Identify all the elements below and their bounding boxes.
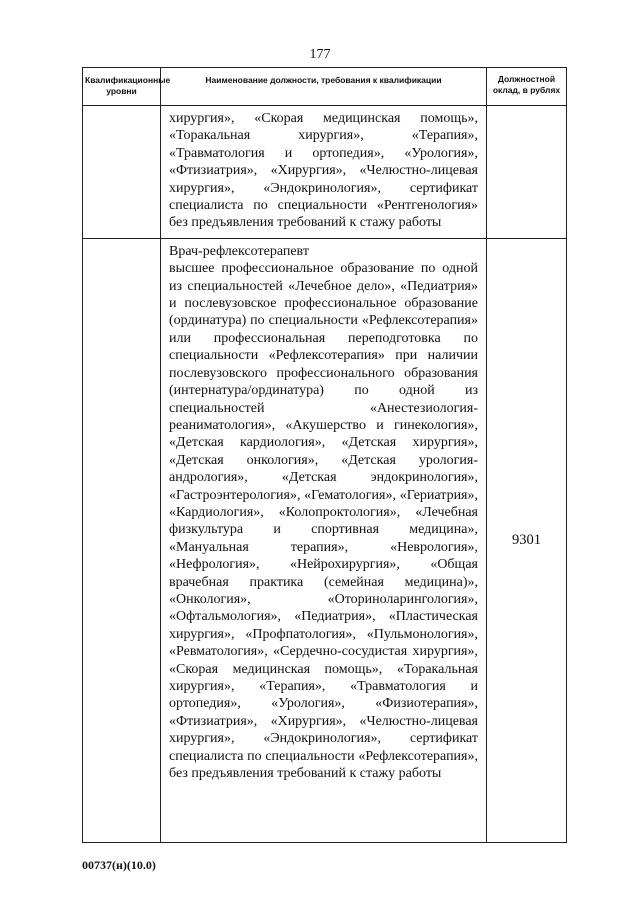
position-title: Врач-рефлексотерапевт — [169, 243, 309, 259]
header-position-requirements: Наименование должности, требования к квалификации — [161, 68, 487, 106]
description-text: хирургия», «Скорая медицинская помощь», «Торакальная хирургия», «Терапия», «Травматология и ортопедия», «Урология», «Фтизиатрия», «Хирургия», «Челюстно-лицевая хирургия», «Эндокринология», сертификат специалиста по специальности «Рентгенология» без предъявления требований к стажу работы — [169, 111, 478, 231]
description-block — [161, 239, 486, 789]
header-qualification-levels: Квалификационные уровни — [83, 68, 161, 106]
table-row — [83, 238, 567, 842]
cell-description — [161, 106, 487, 239]
cell-salary — [487, 106, 567, 239]
salary-value: 9301 — [487, 238, 567, 842]
cell-level — [83, 238, 161, 842]
page-number: 177 — [309, 47, 331, 62]
header-salary: Должностной оклад, в рублях — [487, 68, 567, 106]
document-code: 00737(н)(10.0) — [82, 858, 156, 872]
qualification-table — [82, 67, 567, 843]
cell-level — [83, 106, 161, 239]
table-row — [83, 106, 567, 239]
cell-description — [161, 238, 487, 842]
table-header-row — [83, 68, 567, 106]
description-text: высшее профессиональное образование по одной из специальностей «Лечебное дело», «Педиатрия» и послевузовское профессиональное образование (ординатура) по специальности «Рефлексотерапия» или профессиональная переподготовка по специальности «Рефлексотерапия» при наличии послевузовского профессионального образования (интернатура/ординатура) по одной из специальностей «Анестезиология-реаниматология», «Акушерство и гинекология», «Детская кардиология», «Детская хирургия», «Детская онкология», «Детская урология-андрология», «Детская эндокринология», «Гастроэнтерология», «Гематология», «Гериатрия», «Кардиология», «Колопроктология», «Лечебная физкультура и спортивная медицина», «Мануальная терапия», «Неврология», «Нефрология», «Нейрохирургия», «Общая врачебная практика (семейная медицина)», «Онкология», «Оториноларингология», «Офтальмология», «Педиатрия», «Пластическая хирургия», «Профпатология», «Пульмонология», «Ревматология», «Сердечно-сосудистая хирургия», «Скорая медицинская помощь», «Торакальная хирургия», «Терапия», «Травматология и ортопедия», «Урология», «Физиотерапия», «Фтизиатрия», «Хирургия», «Челюстно-лицевая хирургия», «Эндокринология», сертификат специалиста по специальности «Рефлексотерапия», без предъявления требований к стажу работы — [169, 261, 478, 782]
